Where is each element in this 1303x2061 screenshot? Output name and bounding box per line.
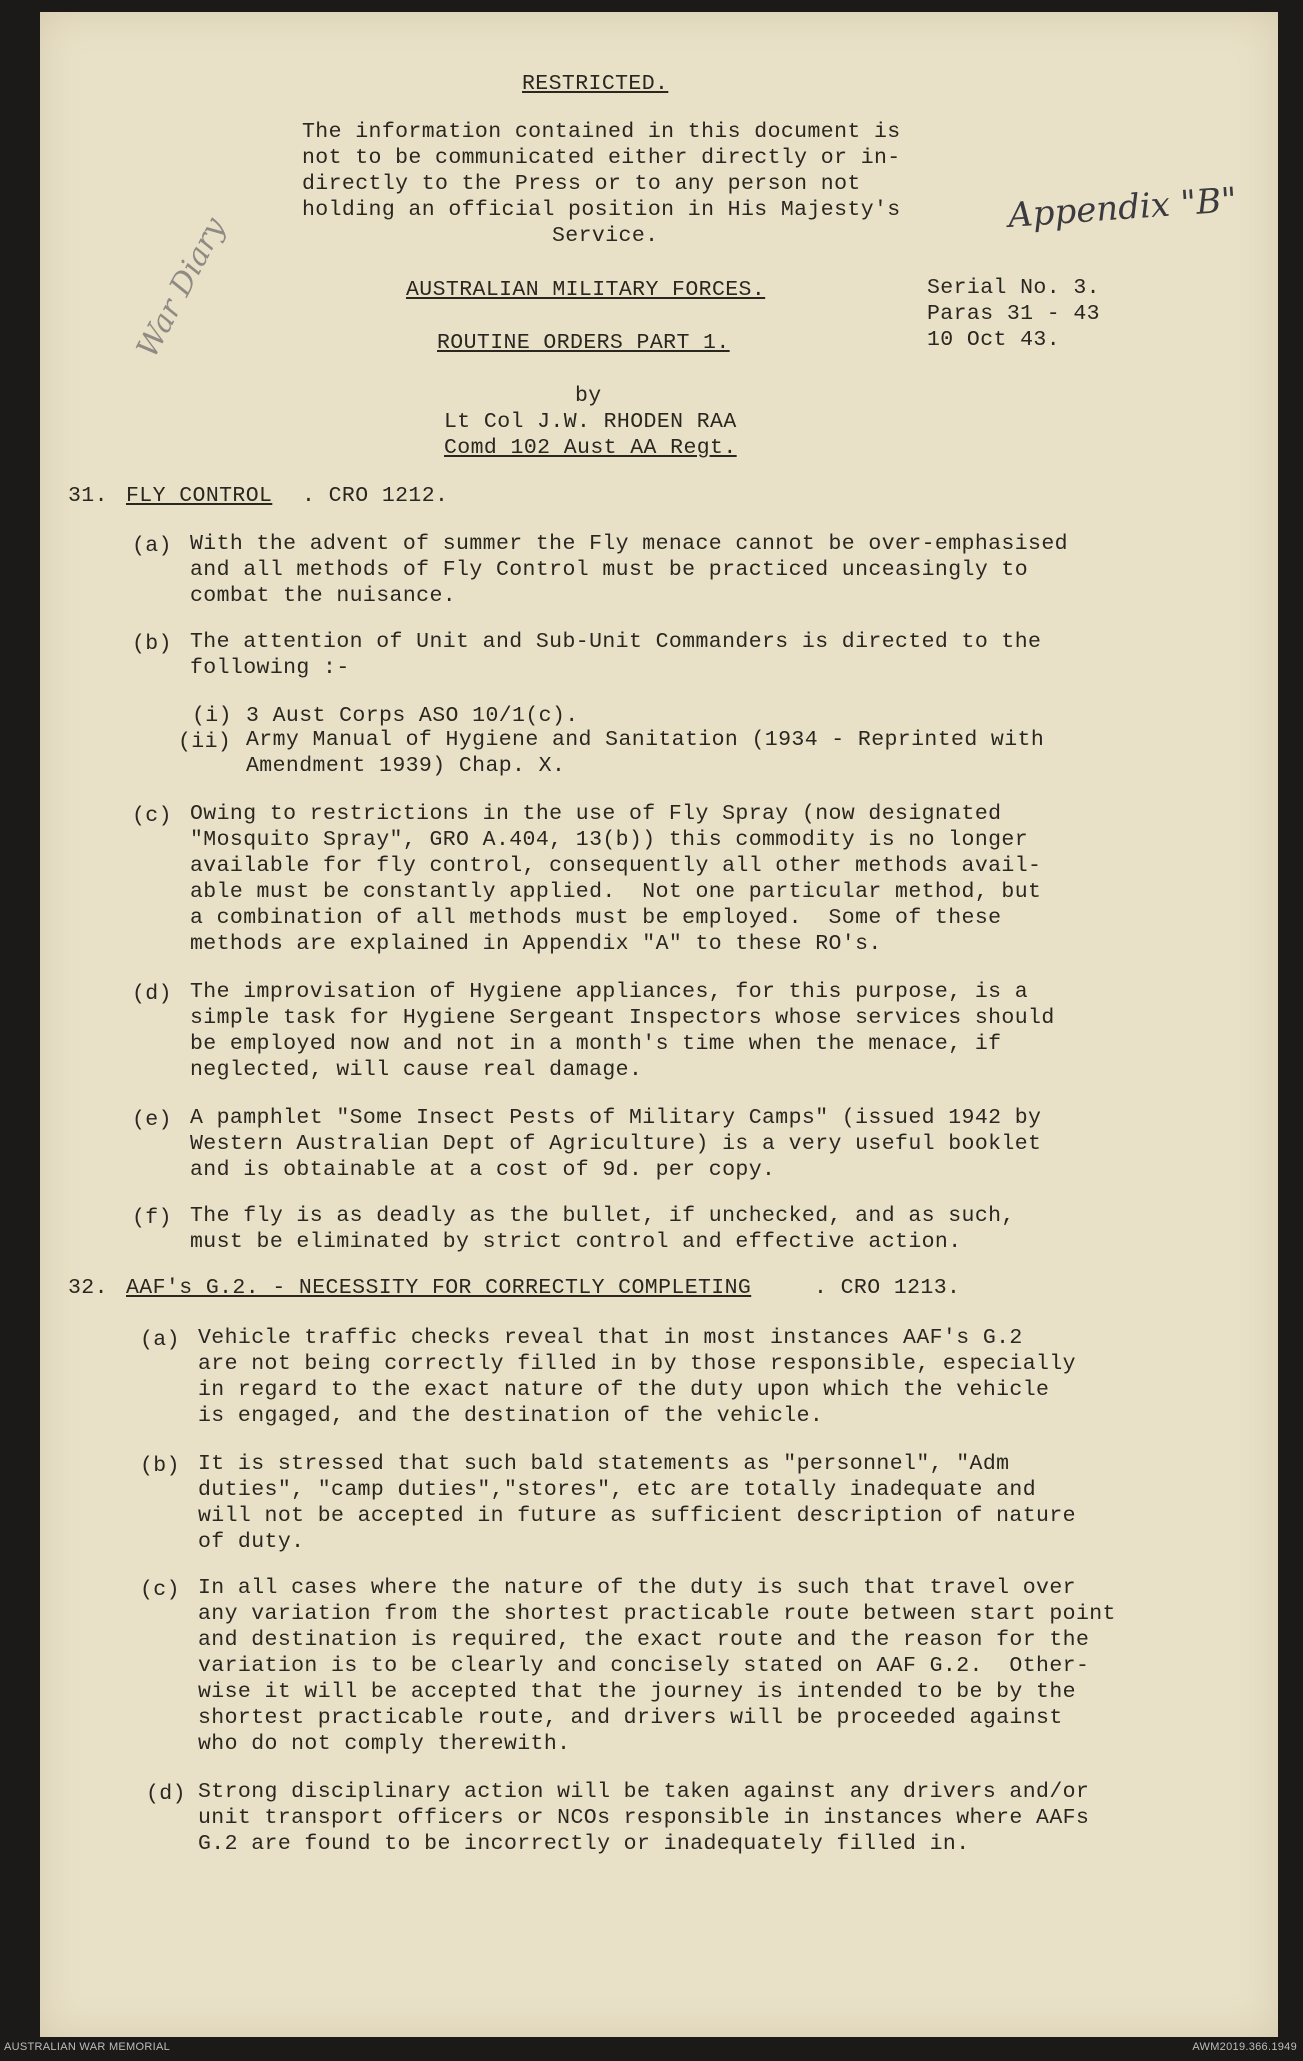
handwritten-appendix-note: Appendix "B" [1006,180,1239,236]
item-line: any variation from the shortest practicable route between start point [198,1602,1116,1626]
item-line: A pamphlet "Some Insect Pests of Military Camps" (issued 1942 by [190,1106,1042,1130]
item-line: The improvisation of Hygiene appliances, for this purpose, is a [190,980,1029,1004]
section-reference: . CRO 1212. [302,484,449,508]
item-line: in regard to the exact nature of the duty upon which the vehicle [198,1378,1050,1402]
officer-name: Lt Col J.W. RHODEN RAA [444,410,737,434]
item-line: The attention of Unit and Sub-Unit Commanders is directed to the [190,630,1042,654]
item-line: is engaged, and the destination of the vehicle. [198,1404,824,1428]
notice-line: not to be communicated either directly or in- [302,146,901,170]
item-label: (e) [132,1108,172,1132]
restricted-heading: RESTRICTED. [522,72,669,96]
item-line: simple task for Hygiene Sergeant Inspectors whose services should [190,1006,1055,1030]
sub-item-line: 3 Aust Corps ASO 10/1(c). [246,704,579,728]
footer-institution: AUSTRALIAN WAR MEMORIAL [4,2041,171,2053]
item-line: wise it will be accepted that the journey is intended to be by the [198,1680,1076,1704]
item-line: and all methods of Fly Control must be practiced unceasingly to [190,558,1029,582]
item-line: unit transport officers or NCOs responsible in instances where AAFs [198,1806,1090,1830]
section-number: 32. [68,1276,108,1300]
item-label: (f) [132,1206,172,1230]
item-line: are not being correctly filled in by those responsible, especially [198,1352,1076,1376]
item-line: G.2 are found to be incorrectly or inadequately filled in. [198,1832,970,1856]
item-line: a combination of all methods must be employed. Some of these [190,906,1002,930]
orders-heading: ROUTINE ORDERS PART 1. [437,331,730,355]
item-line: be employed now and not in a month's time when the menace, if [190,1032,1002,1056]
item-label: (b) [132,632,172,656]
serial-number: Serial No. 3. [927,276,1100,300]
item-line: neglected, will cause real damage. [190,1058,643,1082]
item-line: The fly is as deadly as the bullet, if unchecked, and as such, [190,1204,1015,1228]
item-line: In all cases where the nature of the duty is such that travel over [198,1576,1076,1600]
item-line: available for fly control, consequently all other methods avail- [190,854,1042,878]
notice-line: holding an official position in His Majesty's [302,198,901,222]
item-label: (d) [146,1782,186,1806]
item-line: With the advent of summer the Fly menace cannot be over-emphasised [190,532,1068,556]
sub-item-label: (i) [192,704,232,728]
item-line: "Mosquito Spray", GRO A.404, 13(b)) this commodity is no longer [190,828,1029,852]
item-line: methods are explained in Appendix "A" to these RO's. [190,932,882,956]
item-line: must be eliminated by strict control and effective action. [190,1230,962,1254]
item-label: (a) [132,534,172,558]
item-line: Vehicle traffic checks reveal that in most instances AAF's G.2 [198,1326,1023,1350]
item-label: (d) [132,982,172,1006]
item-label: (b) [140,1454,180,1478]
item-line: combat the nuisance. [190,584,457,608]
item-line: variation is to be clearly and concisely stated on AAF G.2. Other- [198,1654,1090,1678]
item-line: of duty. [198,1530,305,1554]
item-line: Western Australian Dept of Agriculture) is a very useful booklet [190,1132,1042,1156]
item-line: who do not comply therewith. [198,1732,571,1756]
item-label: (c) [140,1578,180,1602]
notice-line: The information contained in this document is [302,120,901,144]
item-line: and is obtainable at a cost of 9d. per copy. [190,1158,776,1182]
item-label: (a) [140,1328,180,1352]
item-line: shortest practicable route, and drivers will be proceeded against [198,1706,1063,1730]
command-line: Comd 102 Aust AA Regt. [444,436,737,460]
paragraph-range: Paras 31 - 43 [927,302,1100,326]
item-line: Strong disciplinary action will be taken against any drivers and/or [198,1780,1090,1804]
item-line: and destination is required, the exact route and the reason for the [198,1628,1090,1652]
sub-item-label: (ii) [178,730,232,754]
footer-accession-number: AWM2019.366.1949 [1192,2041,1297,2053]
item-line: It is stressed that such bald statements as "personnel", "Adm [198,1452,1010,1476]
sub-item-line: Army Manual of Hygiene and Sanitation (1934 - Reprinted with [246,728,1045,752]
sub-item-line: Amendment 1939) Chap. X. [246,754,566,778]
section-number: 31. [68,484,108,508]
by-line: by [575,384,602,408]
item-line: Owing to restrictions in the use of Fly Spray (now designated [190,802,1002,826]
item-line: will not be accepted in future as sufficient description of nature [198,1504,1076,1528]
item-line: duties", "camp duties","stores", etc are totally inadequate and [198,1478,1037,1502]
section-title: FLY CONTROL [126,484,273,508]
document-page [40,12,1278,2037]
item-line: following :- [190,656,350,680]
section-reference: . CRO 1213. [814,1276,961,1300]
handwritten-margin-note: War Diary [130,212,233,364]
item-line: able must be constantly applied. Not one particular method, but [190,880,1042,904]
notice-line: Service. [552,224,659,248]
item-label: (c) [132,804,172,828]
issue-date: 10 Oct 43. [927,328,1061,352]
section-title: AAF's G.2. - NECESSITY FOR CORRECTLY COMPLETING [126,1276,752,1300]
notice-line: directly to the Press or to any person not [302,172,861,196]
force-heading: AUSTRALIAN MILITARY FORCES. [406,278,766,302]
